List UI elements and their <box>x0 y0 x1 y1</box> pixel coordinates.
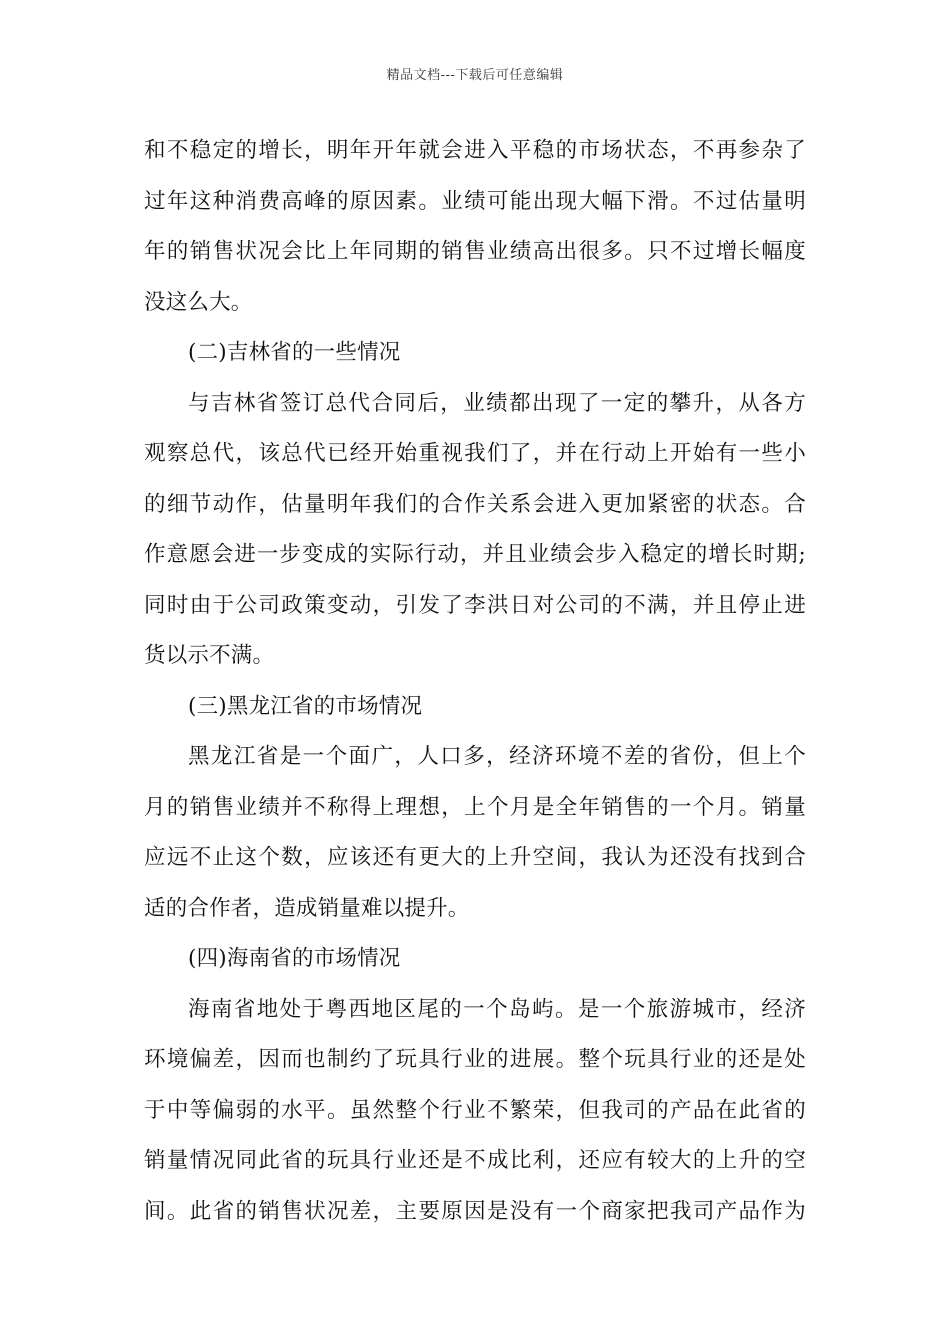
text-line: 没这么大。 <box>144 289 253 315</box>
text-line: 与吉林省签订总代合同后，业绩都出现了一定的攀升，从各方 <box>188 390 806 416</box>
text-line: 过年这种消费高峰的原因素。业绩可能出现大幅下滑。不过估量明 <box>144 188 806 214</box>
text-line: 年的销售状况会比上年同期的销售业绩高出很多。只不过增长幅度 <box>144 239 806 264</box>
text-line: 观察总代，该总代已经开始重视我们了，并在行动上开始有一些小 <box>144 441 806 466</box>
text-line: 间。此省的销售状况差，主要原因是没有一个商家把我司产品作为 <box>144 1198 806 1224</box>
text-line: 销量情况同此省的玩具行业还是不成比利，还应有较大的上升的空 <box>144 1148 806 1173</box>
section-heading-hainan: (四)海南省的市场情况 <box>188 946 401 971</box>
text-line: 的细节动作，估量明年我们的合作关系会进入更加紧密的状态。合 <box>144 491 806 517</box>
text-line: 同时由于公司政策变动，引发了李洪日对公司的不满，并且停止进 <box>144 592 806 618</box>
text-line: 和不稳定的增长，明年开年就会进入平稳的市场状态，不再参杂了 <box>144 138 806 163</box>
text-line: 月的销售业绩并不称得上理想，上个月是全年销售的一个月。销量 <box>144 794 806 820</box>
text-line: 应远不止这个数，应该还有更大的上升空间，我认为还没有找到合 <box>144 845 806 870</box>
text-line: 环境偏差，因而也制约了玩具行业的进展。整个玩具行业的还是处 <box>144 1047 806 1072</box>
text-line: 适的合作者，造成销量难以提升。 <box>144 895 470 921</box>
text-line: 黑龙江省是一个面广，人口多，经济环境不差的省份，但上个 <box>188 744 806 769</box>
page-header: 精品文档---下载后可任意编辑 <box>386 68 564 83</box>
text-line: 海南省地处于粤西地区尾的一个岛屿。是一个旅游城市，经济 <box>188 996 806 1022</box>
text-line: 作意愿会进一步变成的实际行动，并且业绩会步入稳定的增长时期; <box>144 542 806 567</box>
section-heading-jilin: (二)吉林省的一些情况 <box>188 340 401 365</box>
document-body <box>144 126 806 1237</box>
text-line: 货以示不满。 <box>144 643 275 668</box>
section-heading-heilongjiang: (三)黑龙江省的市场情况 <box>188 693 423 719</box>
text-line: 于中等偏弱的水平。虽然整个行业不繁荣，但我司的产品在此省的 <box>144 1097 806 1123</box>
